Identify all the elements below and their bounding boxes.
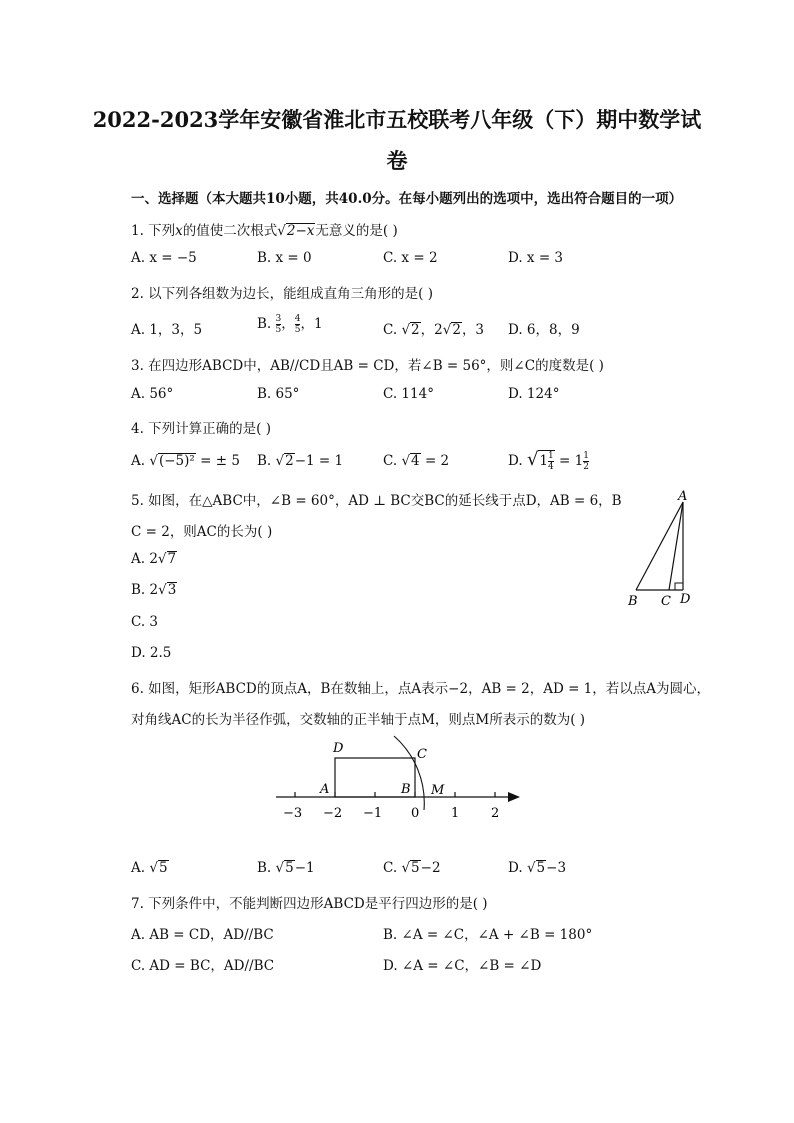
label-b: B: [628, 594, 638, 609]
question-6-stem-line2: 对角线AC的长为半径作弧，交数轴的正半轴于点M，则点M所表示的数为( ): [131, 712, 586, 728]
label-d: D: [333, 741, 344, 756]
q5-option-c[interactable]: C. 3: [131, 614, 159, 630]
question-5-stem-line1: 5. 如图，在△ABC中，∠B = 60°，AD ⊥ BC交BC的延长线于点D，AB = 6，B: [131, 493, 622, 509]
q6-number-line-figure: [270, 730, 530, 830]
sqrt-sign: √: [157, 551, 167, 567]
q5-option-d[interactable]: D. 2.5: [131, 645, 172, 661]
label-c: C: [661, 594, 671, 609]
q4-d-radicand: 1 $\frac{1}{4}$: [539, 451, 554, 472]
q4-option-c[interactable]: C. √4 = 2: [383, 453, 450, 469]
question-6-stem-line1: 6. 如图，矩形ABCD的顶点A，B在数轴上，点A表示−2，AB = 2，AD = 1，若以点A为圆心，: [131, 681, 711, 697]
label-c: C: [417, 747, 427, 762]
q3-option-a[interactable]: A. 56°: [131, 386, 174, 402]
q1-radicand: 2−x: [286, 223, 315, 239]
question-3-stem: 3. 在四边形ABCD中，AB//CD且AB = CD，若∠B = 56°，则∠C的度数是( ): [131, 358, 604, 374]
q2-c-radicand-1: 2: [411, 322, 420, 338]
q4-a-radicand: (−5)²: [158, 453, 195, 469]
q4-c-radicand: 4: [411, 453, 420, 469]
q1-option-d[interactable]: D. x = 3: [508, 250, 564, 266]
label-a: A: [678, 489, 688, 504]
right-angle-mark: [675, 583, 683, 590]
tick-label: −2: [323, 806, 343, 821]
q4-option-d[interactable]: D. √1 $\frac{1}{4}$ = 1 $\frac{1}{2}$: [508, 449, 589, 472]
sqrt-sign: √: [149, 453, 158, 469]
tick-label: −3: [283, 806, 303, 821]
q1-option-b[interactable]: B. x = 0: [257, 250, 312, 266]
q2-option-b[interactable]: B. $\frac{3}{5}$ ， $\frac{4}{5}$ ，1: [257, 314, 323, 335]
exam-title-line2: 卷: [386, 148, 408, 173]
q6-option-d[interactable]: D. √5−3: [508, 860, 567, 876]
q7-option-b[interactable]: B. ∠A = ∠C，∠A + ∠B = 180°: [383, 927, 593, 943]
q3-option-b[interactable]: B. 65°: [257, 386, 300, 402]
q5-option-a[interactable]: A. 2√7: [131, 551, 177, 567]
tick-label: −1: [363, 806, 383, 821]
axis-arrow: [508, 792, 520, 802]
q2-option-d[interactable]: D. 6，8，9: [508, 322, 580, 338]
q5-b-radicand: 3: [167, 582, 177, 598]
section-heading-choice: 一、选择题（本大题共10小题，共40.0分。在每小题列出的选项中，选出符合题目的一项）: [131, 191, 683, 207]
label-b: B: [401, 782, 411, 797]
q1-text-b: 的值使二次根式: [182, 223, 278, 239]
label-m: M: [431, 783, 445, 798]
sqrt-sign: √: [275, 453, 285, 469]
q1-var: x: [175, 223, 183, 239]
q2-b-rest: ，1: [300, 316, 323, 332]
q1-option-a[interactable]: A. x = −5: [131, 250, 197, 266]
sqrt-sign: √: [401, 453, 411, 469]
sqrt-sign: √: [277, 223, 286, 239]
q4-option-a[interactable]: A. √(−5)² = ± 5: [131, 453, 240, 469]
q2-b-label: B.: [257, 316, 272, 332]
question-5-stem-line2: C = 2，则AC的长为( ): [131, 524, 273, 540]
q4-option-b[interactable]: B. √2−1 = 1: [257, 453, 344, 469]
question-7-stem: 7. 下列条件中，不能判断四边形ABCD是平行四边形的是( ): [131, 896, 488, 912]
sqrt-sign: √: [401, 322, 411, 338]
sqrt-sign: √: [526, 860, 536, 876]
sqrt-sign: √: [158, 582, 167, 598]
q6-option-c[interactable]: C. √5−2: [383, 860, 441, 876]
question-4-stem: 4. 下列计算正确的是( ): [131, 421, 271, 437]
q6-option-b[interactable]: B. √5−1: [257, 860, 315, 876]
question-2-stem: 2. 以下列各组数为边长，能组成直角三角形的是( ): [131, 286, 433, 302]
q7-option-d[interactable]: D. ∠A = ∠C，∠B = ∠D: [383, 958, 542, 974]
fraction-1-2: $\frac{1}{2}$: [583, 451, 589, 472]
q4-b-radicand: 2: [285, 453, 294, 469]
q5-option-b[interactable]: B. 2√3: [131, 582, 177, 598]
label-a: A: [320, 782, 330, 797]
q5-triangle-figure: [620, 488, 700, 610]
sqrt-sign: √: [401, 860, 411, 876]
q1-text-a: 1. 下列: [131, 223, 176, 239]
fraction-4-5: $\frac{4}{5}$: [294, 314, 301, 335]
q5-a-radicand: 7: [167, 551, 177, 567]
tick-label: 0: [411, 806, 420, 821]
q2-option-c[interactable]: C. √2，2√2，3: [383, 322, 485, 338]
q1-text-c: 无意义的是( ): [315, 223, 398, 239]
fraction-3-5: $\frac{3}{5}$: [275, 314, 282, 335]
q1-option-c[interactable]: C. x = 2: [383, 250, 438, 266]
q7-option-a[interactable]: A. AB = CD，AD//BC: [131, 927, 274, 943]
q7-option-c[interactable]: C. AD = BC，AD//BC: [131, 958, 275, 974]
label-d: D: [680, 592, 691, 607]
q6-option-a[interactable]: A. √5: [131, 860, 168, 876]
sqrt-sign: √: [442, 322, 452, 338]
tick-label: 2: [491, 806, 500, 821]
sqrt-sign: √: [526, 449, 539, 470]
tick-label: 1: [451, 806, 460, 821]
sqrt-sign: √: [275, 860, 285, 876]
q2-option-a[interactable]: A. 1，3，5: [131, 322, 203, 338]
q3-option-d[interactable]: D. 124°: [508, 386, 560, 402]
sqrt-sign: √: [149, 860, 158, 876]
exam-title-line1: 2022-2023学年安徽省淮北市五校联考八年级（下）期中数学试: [92, 107, 702, 132]
question-1-stem: [131, 219, 398, 239]
q3-option-c[interactable]: C. 114°: [383, 386, 434, 402]
q2-c-radicand-2: 2: [452, 322, 461, 338]
